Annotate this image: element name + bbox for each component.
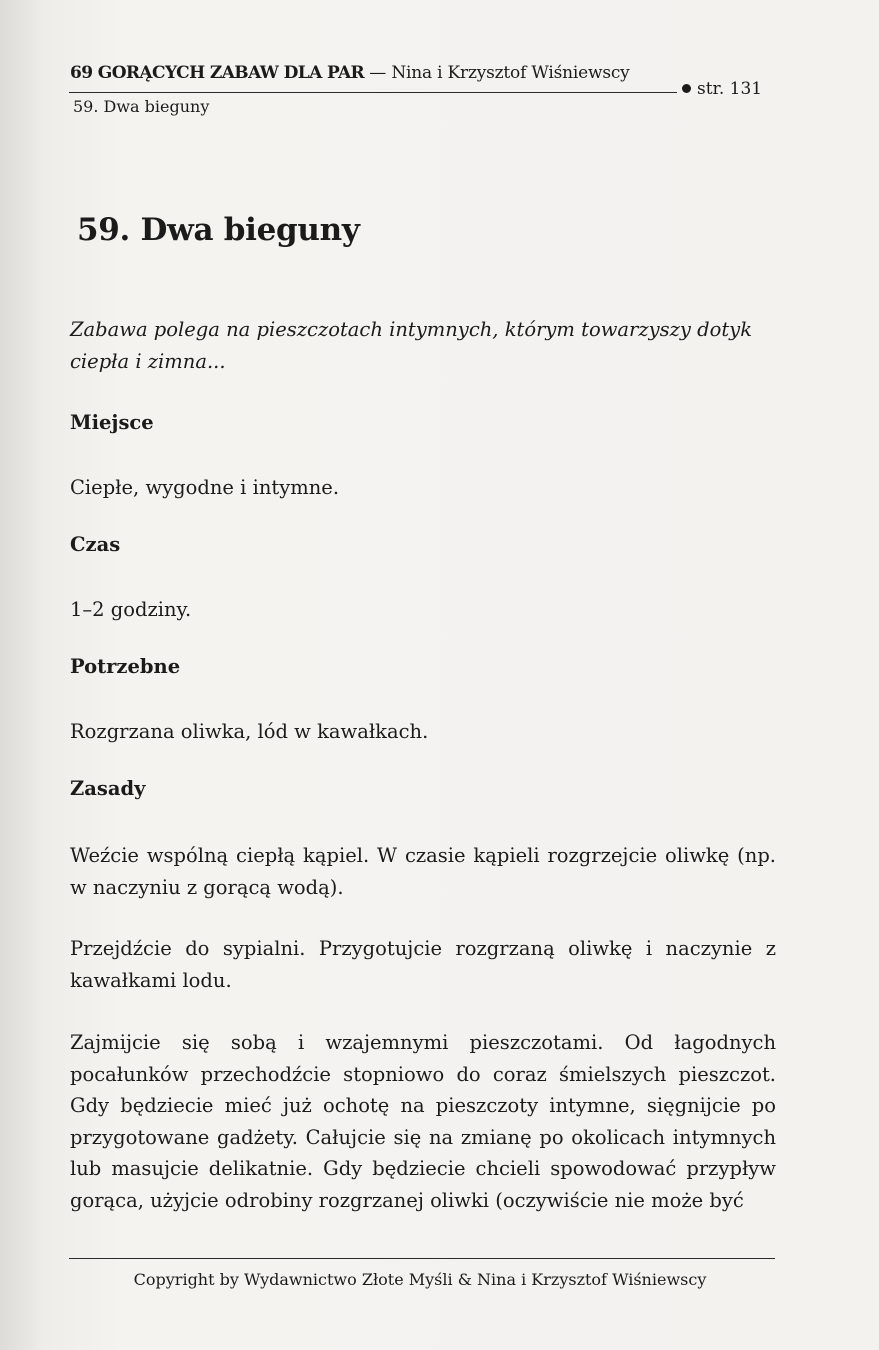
footer-rule bbox=[69, 1258, 775, 1259]
section-heading-potrzebne: Potrzebne bbox=[70, 655, 181, 678]
page-number bbox=[682, 79, 762, 99]
zasady-paragraph-2: Przejdźcie do sypialni. Przygotujcie rozgrzaną oliwkę i naczynie z kawałkami lodu. bbox=[70, 937, 776, 992]
section-text-potrzebne: Rozgrzana oliwka, lód w kawałkach. bbox=[70, 720, 429, 743]
section-text-miejsce: Ciepłe, wygodne i intymne. bbox=[70, 476, 340, 499]
section-heading-miejsce: Miejsce bbox=[70, 411, 154, 434]
zasady-paragraph-3: Zajmijcie się sobą i wzajemnymi pieszczotami. Od łagodnych pocałunków przechodźcie stopniowo do coraz śmielszych pieszczot. Gdy będziecie mieć już ochotę na pieszczoty intymne, sięgnijcie po przygotowane gadżety. Całujcie się na zmianę po okolicach intymnych lub masujcie delikatnie. Gdy będziecie chcieli spowodować przypływ gorąca, użyjcie odrobiny rozgrzanej oliwki (oczywiście nie może być bbox=[70, 1031, 776, 1212]
copyright-footer: Copyright by Wydawnictwo Złote Myśli & Nina i Krzysztof Wiśniewscy bbox=[133, 1270, 707, 1289]
book-authors: Nina i Krzysztof Wiśniewscy bbox=[391, 63, 630, 83]
running-header bbox=[70, 63, 630, 83]
chapter-lead: Zabawa polega na pieszczotach intymnych, którym towarzyszy dotyk ciepła i zimna... bbox=[70, 318, 753, 373]
bullet-dot-icon bbox=[682, 84, 691, 93]
section-heading-zasady: Zasady bbox=[70, 777, 146, 800]
header-rule bbox=[69, 92, 677, 93]
chapter-title: 59. Dwa bieguny bbox=[77, 212, 360, 248]
book-title: 69 GORĄCYCH ZABAW DLA PAR bbox=[70, 63, 365, 83]
running-chapter: 59. Dwa bieguny bbox=[73, 97, 210, 116]
section-text-czas: 1–2 godziny. bbox=[70, 598, 192, 621]
zasady-paragraph-1: Weźcie wspólną ciepłą kąpiel. W czasie kąpieli rozgrzejcie oliwkę (np. w naczyniu z gorącą wodą). bbox=[70, 844, 776, 899]
section-heading-czas: Czas bbox=[70, 533, 121, 556]
page-number-text: str. 131 bbox=[697, 79, 763, 99]
header-separator: — bbox=[364, 63, 392, 83]
